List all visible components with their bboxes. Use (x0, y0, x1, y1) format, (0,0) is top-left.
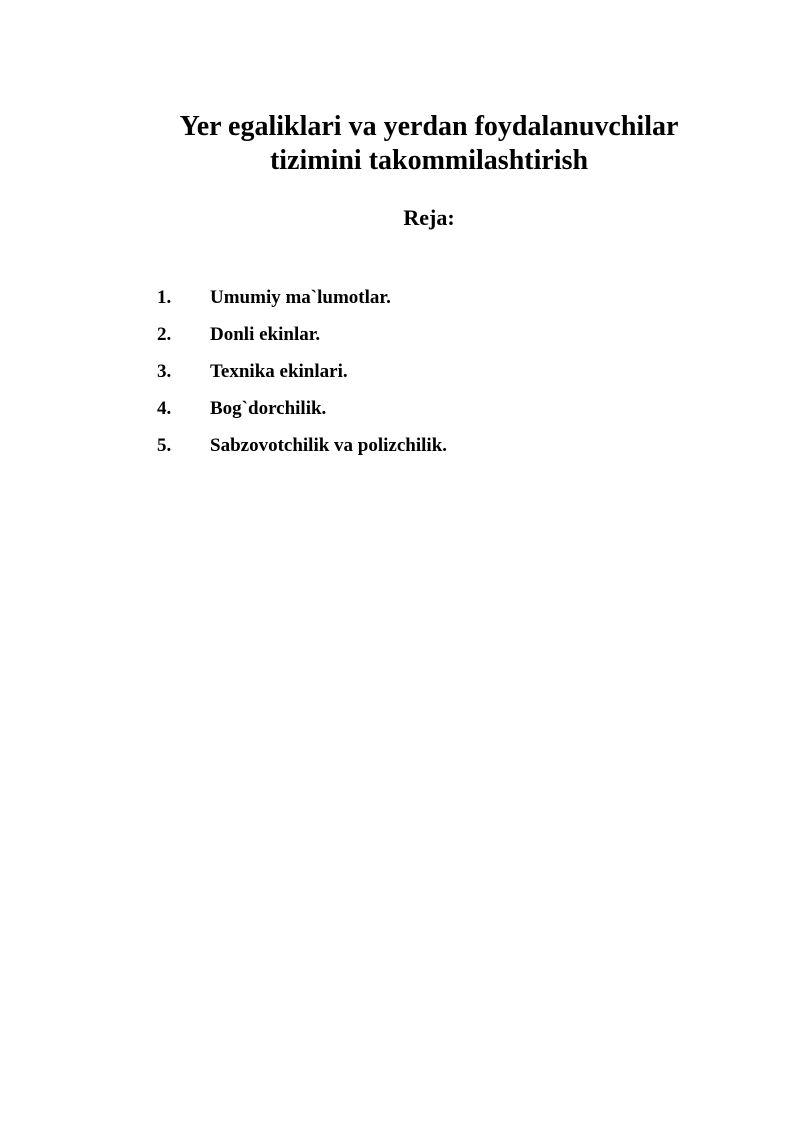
document-title (140, 110, 718, 178)
list-item-text: Donli ekinlar. (210, 324, 321, 345)
list-item-number: 4. (157, 398, 172, 419)
list-item-number: 5. (157, 435, 172, 456)
list-item (157, 434, 447, 458)
list-item-text: Umumiy ma`lumotlar. (210, 287, 391, 308)
list-item (157, 360, 447, 384)
list-item (157, 323, 447, 347)
list-item (157, 397, 447, 421)
list-item-number: 1. (157, 287, 172, 308)
list-item (157, 286, 447, 310)
list-item-number: 2. (157, 324, 172, 345)
list-item-text: Bog`dorchilik. (210, 398, 327, 419)
list-item-text: Texnika ekinlari. (210, 361, 348, 382)
list-item-text: Sabzovotchilik va polizchilik. (210, 435, 448, 456)
plan-list (157, 286, 447, 471)
document-title-line-2: tizimini takommilashtirish (269, 145, 589, 176)
list-item-number: 3. (157, 361, 172, 382)
document-title-line-1: Yer egaliklari va yerdan foydalanuvchilar (179, 111, 679, 142)
plan-heading: Reja: (403, 205, 455, 230)
